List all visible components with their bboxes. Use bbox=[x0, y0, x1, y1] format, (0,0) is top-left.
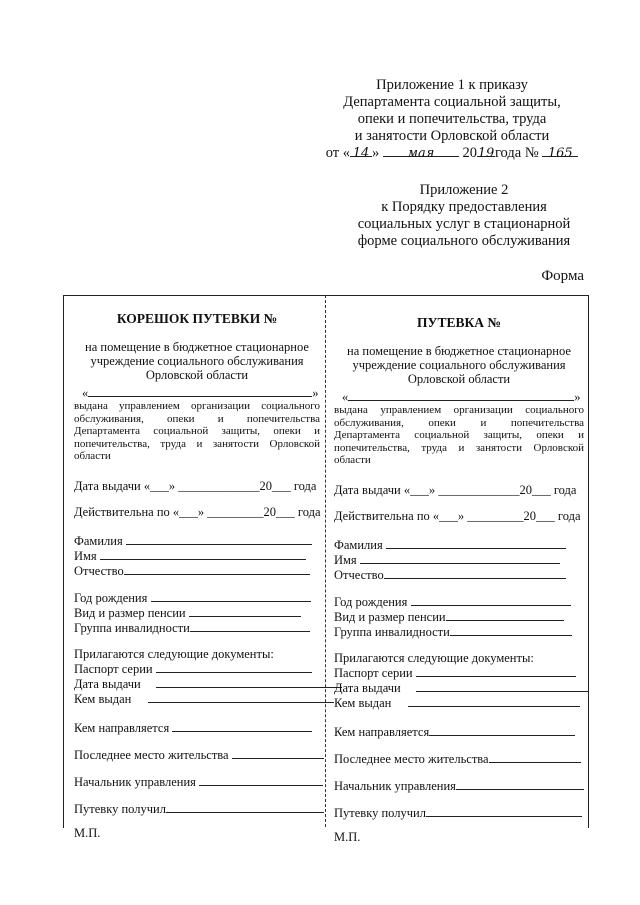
placement-line: Орловской области bbox=[145, 368, 249, 382]
order-header bbox=[322, 77, 582, 162]
received-field[interactable]: Путевку получил bbox=[74, 801, 320, 816]
appendix-header bbox=[344, 182, 584, 250]
stub-title: КОРЕШОК ПУТЕВКИ № bbox=[116, 311, 278, 326]
placement-line: учреждение социального обслуживания bbox=[90, 354, 304, 368]
placement-line: учреждение социального обслуживания bbox=[352, 358, 566, 372]
head-field[interactable]: Начальник управления bbox=[74, 774, 320, 789]
issue-date-line: Дата выдачи «___» _____________20___ года bbox=[74, 478, 317, 493]
last-residence-field[interactable]: Последнее место жительства bbox=[334, 751, 584, 766]
order-mid: » bbox=[371, 145, 380, 161]
issue-date-field[interactable]: Дата выдачи bbox=[74, 676, 320, 691]
surname-field[interactable]: Фамилия bbox=[74, 533, 320, 548]
sent-by-field[interactable]: Кем направляется bbox=[74, 720, 320, 735]
last-residence-field[interactable]: Последнее место жительства bbox=[74, 747, 320, 762]
order-year-prefix: 20 bbox=[462, 145, 477, 161]
order-year-suffix: 19 bbox=[477, 146, 495, 161]
patronymic-field[interactable]: Отчество bbox=[334, 567, 584, 582]
appendix-line: социальных услуг в стационарной bbox=[357, 216, 571, 232]
placement-line: на помещение в бюджетное стационарное bbox=[347, 344, 571, 358]
order-month: мая bbox=[383, 145, 459, 157]
passport-field[interactable]: Паспорт серии bbox=[334, 665, 584, 680]
sent-by-field[interactable]: Кем направляется bbox=[334, 724, 584, 739]
surname-field[interactable]: Фамилия bbox=[334, 537, 584, 552]
institution-line: « » bbox=[82, 386, 319, 400]
placement-line: Орловской области bbox=[407, 372, 511, 386]
documents-heading: Прилагаются следующие документы: bbox=[334, 650, 534, 665]
order-date-line bbox=[322, 145, 582, 162]
header-line: Департамента социальной защиты, bbox=[343, 94, 561, 110]
voucher-title: ПУТЕВКА № bbox=[417, 315, 501, 330]
appendix-line: форме социального обслуживания bbox=[357, 233, 571, 249]
stamp-label: М.П. bbox=[334, 829, 361, 844]
stub-column bbox=[74, 312, 320, 840]
cut-line bbox=[325, 295, 326, 827]
valid-until-line: Действительна по «___» _________20___ года bbox=[334, 508, 581, 523]
patronymic-field[interactable]: Отчество bbox=[74, 563, 320, 578]
issued-by-text: выдана управлением организации социального обслуживания, опеки и попечительства Департамента социальной защиты, опеки и попечительства, труда и занятости Орловской области bbox=[74, 400, 320, 462]
received-field[interactable]: Путевку получил bbox=[334, 805, 584, 820]
placement-line: на помещение в бюджетное стационарное bbox=[85, 340, 309, 354]
appendix-line: к Порядку предоставления bbox=[381, 199, 547, 215]
order-number: 165 bbox=[542, 145, 578, 157]
documents-heading: Прилагаются следующие документы: bbox=[74, 646, 274, 661]
issue-date-line: Дата выдачи «___» _____________20___ года bbox=[334, 482, 577, 497]
header-line: Приложение 1 к приказу bbox=[376, 77, 528, 93]
passport-field[interactable]: Паспорт серии bbox=[74, 661, 320, 676]
head-field[interactable]: Начальник управления bbox=[334, 778, 584, 793]
valid-until-line: Действительна по «___» _________20___ года bbox=[74, 504, 321, 519]
birth-year-field[interactable]: Год рождения bbox=[74, 590, 320, 605]
issued-by-text: выдана управлением организации социального обслуживания, опеки и попечительства Департамента социальной защиты, опеки и попечительства, труда и занятости Орловской области bbox=[334, 404, 584, 466]
order-day: 14 bbox=[350, 145, 372, 157]
header-line: и занятости Орловской области bbox=[354, 128, 550, 144]
stamp-label: М.П. bbox=[74, 825, 101, 840]
form-label: Форма bbox=[541, 268, 584, 284]
institution-line: « » bbox=[342, 390, 581, 404]
pension-field[interactable]: Вид и размер пенсии bbox=[334, 609, 584, 624]
name-field[interactable]: Имя bbox=[74, 548, 320, 563]
order-prefix: от « bbox=[325, 145, 350, 161]
issue-date-field[interactable]: Дата выдачи bbox=[334, 680, 584, 695]
issued-by-field[interactable]: Кем выдан bbox=[334, 695, 584, 710]
pension-field[interactable]: Вид и размер пенсии bbox=[74, 605, 320, 620]
header-line: опеки и попечительства, труда bbox=[357, 111, 547, 127]
appendix-line: Приложение 2 bbox=[419, 182, 509, 198]
voucher-column bbox=[334, 316, 584, 844]
disability-field[interactable]: Группа инвалидности bbox=[74, 620, 320, 635]
order-year-word: года № bbox=[494, 145, 539, 161]
birth-year-field[interactable]: Год рождения bbox=[334, 594, 584, 609]
disability-field[interactable]: Группа инвалидности bbox=[334, 624, 584, 639]
name-field[interactable]: Имя bbox=[334, 552, 584, 567]
issued-by-field[interactable]: Кем выдан bbox=[74, 691, 320, 706]
